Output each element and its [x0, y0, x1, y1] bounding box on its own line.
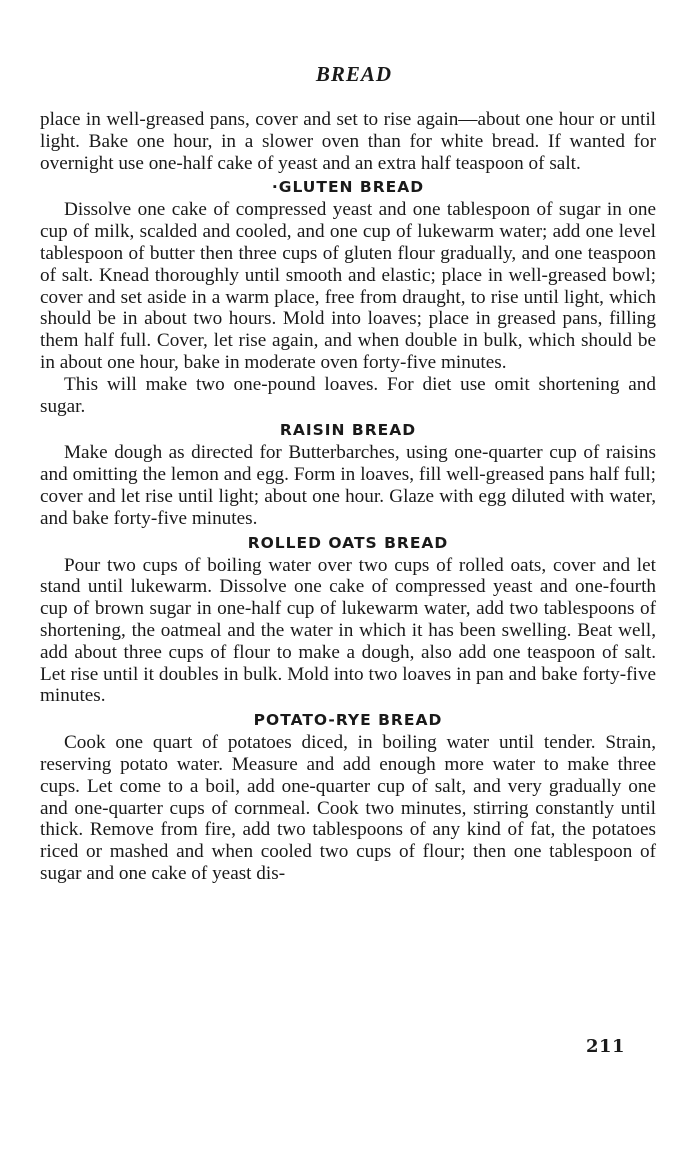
section-title: RAISIN BREAD [279, 421, 417, 440]
continued-paragraph: place in well-greased pans, cover and set to rise again—about one hour or until light. Bake one hour, in a slower oven than for white bread. If wanted for overnight use one-half cake of yeast and an extra half teaspoon of salt. [40, 109, 656, 174]
recipe-paragraph: Make dough as directed for Butterbarches, using one-quarter cup of raisins and omitting the lemon and egg. Form in loaves, fill well-greased pans half full; cover and let rise until light; about one hour. Glaze with egg diluted with water, and bake forty-five minutes. [40, 442, 656, 529]
recipe-paragraph: Dissolve one cake of compressed yeast and one tablespoon of sugar in one cup of milk, scalded and cooled, and one cup of lukewarm water; add one level tablespoon of butter then three cups of gluten flour gradually, and one teaspoon of salt. Knead thoroughly until smooth and elastic; place in well-greased bowl; cover and set aside in a warm place, free from draught, to rise until light, which should be in about two hours. Mold into loaves; place in greased pans, filling them half full. Cover, let rise again, and when double in bulk, which should be in about one hour, bake in moderate oven forty-five minutes. [40, 199, 656, 373]
page-number: 211 [586, 1036, 626, 1057]
section-title: ·GLUTEN BREAD [271, 178, 425, 197]
running-head: BREAD [315, 62, 393, 86]
book-page [40, 62, 656, 885]
recipe-paragraph: Cook one quart of potatoes diced, in boiling water until tender. Strain, reserving potato water. Measure and add enough more water to make three cups. Let come to a boil, add one-quarter cup of salt, and very gradually one and one-quarter cups of cornmeal. Cook two minutes, stirring constantly until thick. Remove from fire, add two tablespoons of any kind of fat, the potatoes riced or mashed and when cooled two cups of flour; then one tablespoon of sugar and one cake of yeast dis- [40, 732, 656, 884]
section-rolled-oats-bread [40, 532, 656, 708]
section-potato-rye-bread [40, 709, 656, 885]
section-title: POTATO-RYE BREAD [253, 711, 443, 730]
section-gluten-bread [40, 176, 656, 417]
section-raisin-bread [40, 419, 656, 529]
section-title: ROLLED OATS BREAD [247, 533, 449, 552]
recipe-paragraph: This will make two one-pound loaves. For diet use omit shortening and sugar. [40, 373, 656, 417]
recipe-paragraph: Pour two cups of boiling water over two cups of rolled oats, cover and let stand until lukewarm. Dissolve one cake of compressed yeast and one-fourth cup of brown sugar in one-half cup of lukewarm water, add two tablespoons of shortening, the oatmeal and the water in which it has been swelling. Beat well, add about three cups of flour to make a dough, also add one teaspoon of salt. Let rise until it doubles in bulk. Mold into two loaves in pan and bake forty-five minutes. [40, 554, 656, 707]
